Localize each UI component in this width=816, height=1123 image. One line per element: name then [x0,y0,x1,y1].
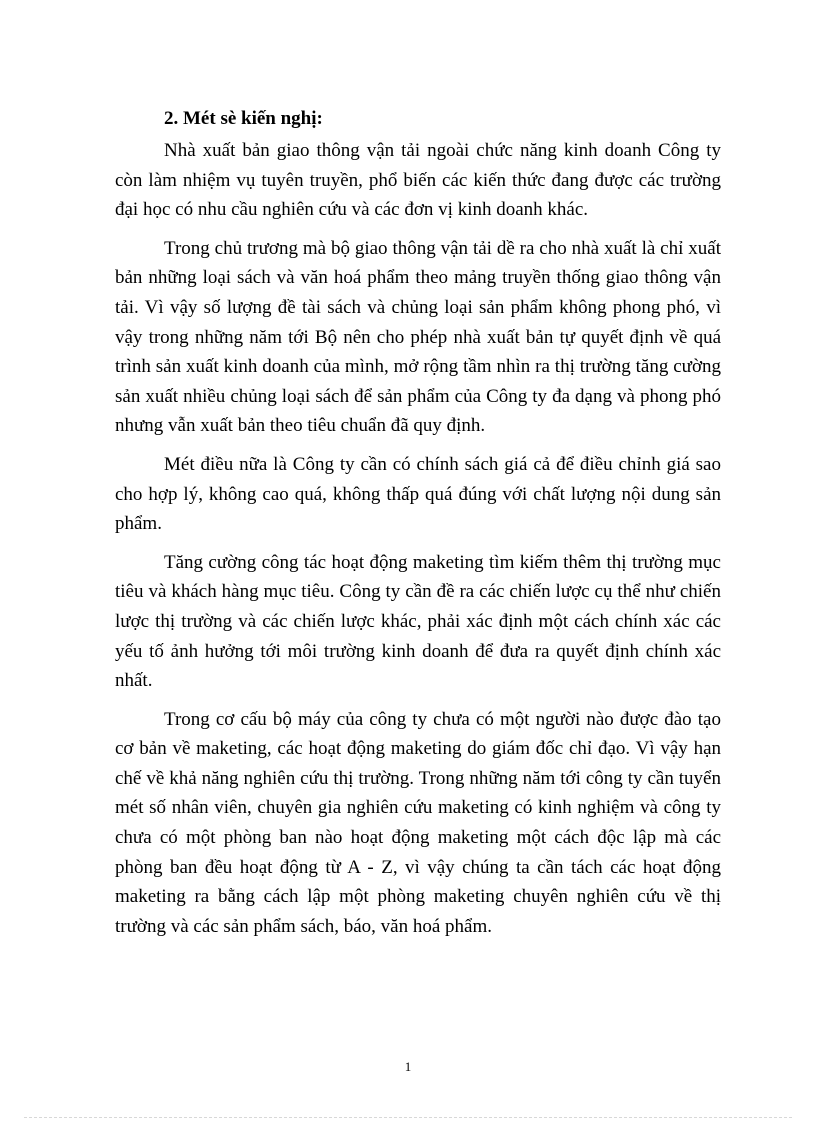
page-number: 1 [404,1059,412,1074]
paragraph-publisher-role: Nhà xuất bản giao thông vận tải ngoài chức năng kinh doanh Công ty còn làm nhiệm vụ tuyên truyền, phổ biến các kiến thức đang được các trường đại học có nhu cầu nghiên cứu và các đơn vị kinh doanh khác. [115,140,721,221]
page-bottom-divider [24,1117,792,1118]
paragraph-marketing-department: Trong cơ cấu bộ máy của công ty chưa có một người nào được đào tạo cơ bản về maketing, các hoạt động maketing do giám đốc chỉ đạo. Vì vậy hạn chế về khả năng nghiên cứu thị trường. Trong những năm tới công ty cần tuyển mét số nhân viên, chuyên gia nghiên cứu maketing có kinh nghiệm và công ty chưa có một phòng ban nào hoạt động maketing một cách độc lập mà các phòng ban đều hoạt động từ A - Z, vì vậy chúng ta cần tách các hoạt động maketing ra bằng cách lập một phòng maketing chuyên nghiên cứu về thị trường và các sản phẩm sách, báo, văn hoá phẩm. [115,708,721,937]
page-content [115,103,721,950]
paragraph-marketing-activities: Tăng cường công tác hoạt động maketing tìm kiếm thêm thị trường mục tiêu và khách hàng mục tiêu. Công ty cần đề ra các chiến lược cụ thể như chiến lược thị trường và các chiến lược khác, phải xác định một cách chính xác các yếu tố ảnh hưởng tới môi trường kinh doanh để đưa ra quyết định chính xác nhất. [115,551,721,692]
paragraph-ministry-policy: Trong chủ trương mà bộ giao thông vận tải dề ra cho nhà xuất là chỉ xuất bản những loại sách và văn hoá phẩm theo mảng truyền thống giao thông vận tải. Vì vậy số lượng đề tài sách và chủng loại sản phẩm không phong phó, vì vậy trong những năm tới Bộ nên cho phép nhà xuất bản tự quyết định về quá trình sản xuất kinh doanh của mình, mở rộng tầm nhìn ra thị trường tăng cường sản xuất nhiều chủng loại sách để sản phẩm của Công ty đa dạng và phong phó nhưng vẫn xuất bản theo tiêu chuẩn đã quy định. [115,237,721,437]
section-heading: 2. Mét sè kiến nghị: [164,108,323,129]
paragraph-pricing-policy: Mét điều nữa là Công ty cần có chính sách giá cả để điều chỉnh giá sao cho hợp lý, không cao quá, không thấp quá đúng với chất lượng nội dung sản phẩm. [115,453,721,535]
